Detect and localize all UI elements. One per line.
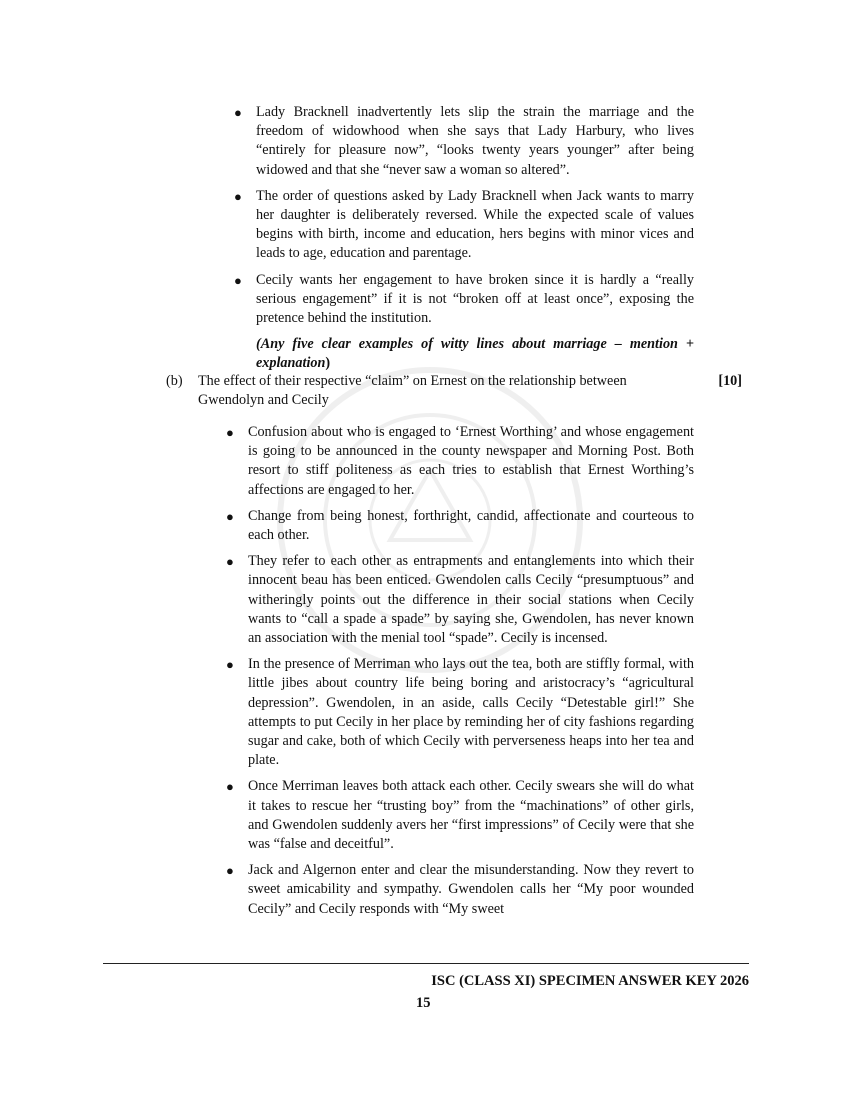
list-item: ● Change from being honest, forthright, candid, affectionate and courteous to each other.: [226, 507, 694, 544]
page-number: 15: [416, 995, 431, 1011]
bullet-icon: ●: [226, 425, 234, 440]
footer-title: ISC (CLASS XI) SPECIMEN ANSWER KEY 2026: [431, 973, 749, 989]
part-a-continuation: [234, 103, 694, 374]
bullet-icon: ●: [226, 657, 234, 673]
bullet-icon: ●: [226, 863, 234, 879]
part-a-bullet-list: [234, 103, 694, 328]
part-b-bullet-list: [226, 423, 694, 919]
question-text: The effect of their respective “claim” on Ernest on the relationship between Gwendolyn and Cecily: [198, 373, 627, 409]
bullet-icon: ●: [226, 554, 234, 570]
footer-rule: [103, 963, 749, 964]
question-label: (b): [166, 373, 183, 389]
list-item: ● Cecily wants her engagement to have broken since it is hardly a “really serious engagement” if it is not “broken off at least once”, exposing the pretence behind the institution.: [234, 271, 694, 327]
list-item: ● The order of questions asked by Lady Bracknell when Jack wants to marry her daughter is deliberately reversed. While the expected scale of values begins with birth, income and education, hers begins with minor vices and leads to age, education and parentage.: [234, 187, 694, 262]
part-b-answer: [226, 423, 694, 926]
bullet-icon: ●: [226, 779, 234, 795]
bullet-icon: ●: [234, 105, 242, 120]
list-item: ● In the presence of Merriman who lays out the tea, both are stiffly formal, with little jibes about country life being boring and aristocracy’s “agricultural depression”. Gwendolen, in an aside, calls Cecily “Detestable girl!” She attempts to put Cecily in her place by reminding her of city fashions regarding sugar and cake, both of which Cecily with perverseness heaps into her tea and plate.: [226, 656, 694, 769]
marking-note: (Any five clear examples of witty lines about marriage – mention + explanation): [256, 336, 694, 372]
list-item: ● They refer to each other as entrapments and entanglements into which their innocent beau has been enticed. Gwendolen calls Cecily “presumptuous” and witheringly points out the difference in their social stations when Cecily wants to “call a spade a spade” by saying she, Gwendolen, has never known an association with the menial tool “spade”. Cecily is incensed.: [226, 553, 694, 647]
bullet-icon: ●: [226, 508, 234, 524]
list-item: ● Jack and Algernon enter and clear the misunderstanding. Now they revert to sweet amicability and sympathy. Gwendolen calls her “My poor wounded Cecily” and Cecily responds with “My sweet: [226, 862, 694, 917]
list-item: ● Once Merriman leaves both attack each other. Cecily swears she will do what it takes to rescue her “trusting boy” from the “machinations” of other girls, and Gwendolen suddenly avers her “first impressions” of Cecily were that she was “false and deceitful”.: [226, 778, 694, 853]
question-marks: [10]: [718, 373, 742, 389]
list-item: ● Lady Bracknell inadvertently lets slip the strain the marriage and the freedom of widowhood when she says that Lady Harbury, who lives “entirely for pleasure now”, “looks twenty years younger” after being widowed and that she “never saw a woman so altered”.: [234, 104, 694, 178]
bullet-icon: ●: [234, 188, 242, 204]
bullet-icon: ●: [234, 272, 242, 288]
list-item: ● Confusion about who is engaged to ‘Ernest Worthing’ and whose engagement is going to be announced in the county newspaper and Morning Post. Both resort to stiff politeness as each tries to establish that Ernest Worthing’s affections are engaged to her.: [226, 424, 694, 498]
